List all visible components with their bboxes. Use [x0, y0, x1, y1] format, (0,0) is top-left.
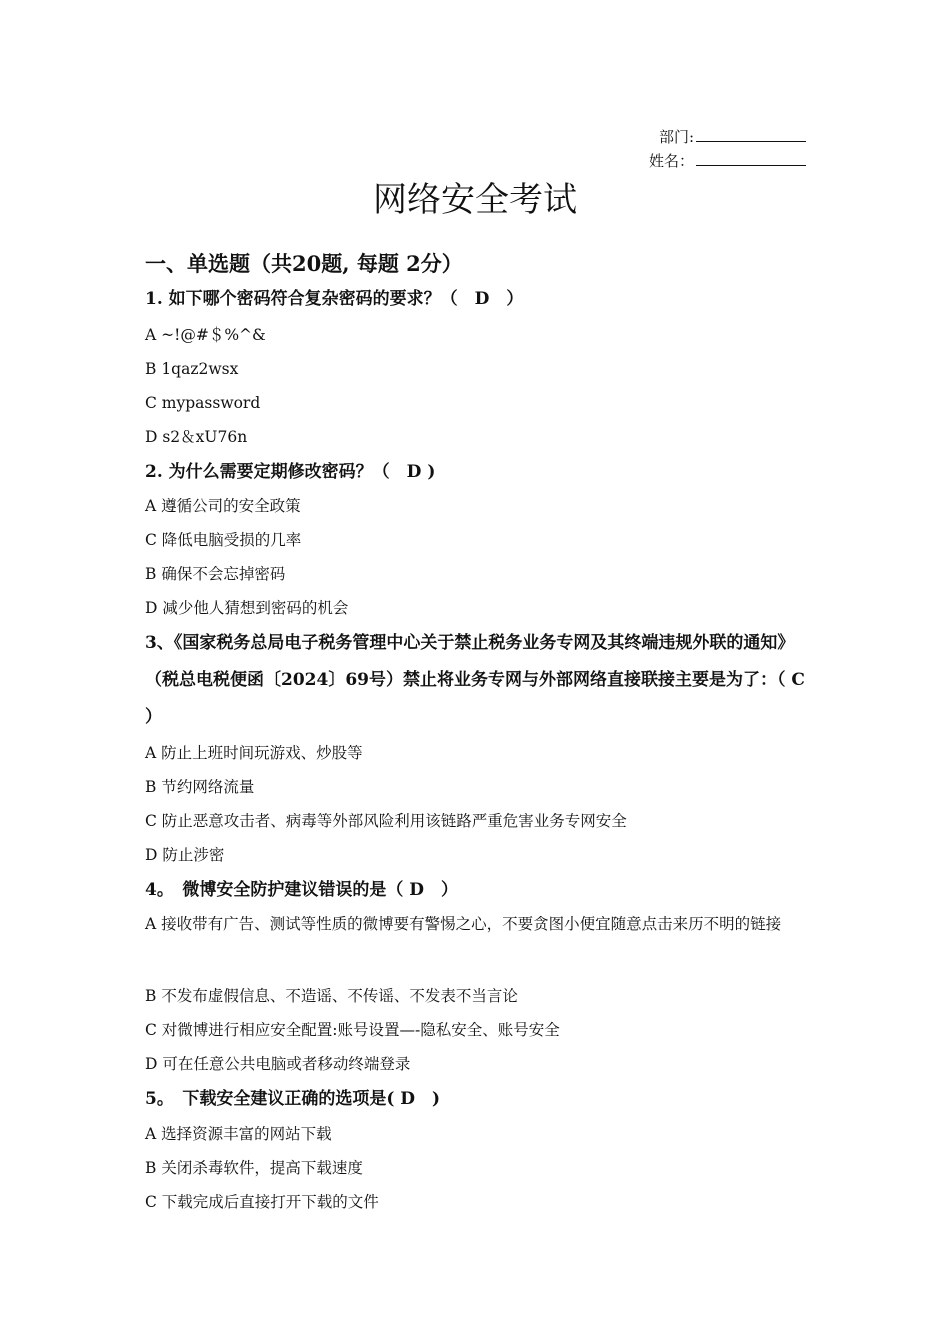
- question-2: 2. 为什么需要定期修改密码？（ D ): [145, 462, 436, 482]
- department-field: [659, 127, 806, 147]
- department-label: 部门:: [658, 128, 694, 146]
- question-5: 5。 下载安全建议正确的选项是( D ): [145, 1089, 441, 1109]
- exam-title: 网络安全考试: [373, 180, 577, 220]
- question-2-option-2: C 降低电脑受损的几率: [145, 531, 302, 549]
- name-field: [649, 151, 806, 171]
- name-blank: [696, 151, 806, 166]
- question-1-option-a: A ~!@#＄%^&: [145, 326, 266, 344]
- question-4-option-b: B 不发布虚假信息、不造谣、不传谣、不发表不当言论: [145, 987, 518, 1005]
- question-1-option-b: B 1qaz2wsx: [145, 360, 239, 378]
- question-1-option-d: D s2＆xU76n: [145, 428, 248, 446]
- question-3-option-d: D 防止涉密: [145, 846, 225, 864]
- question-2-option-1: A 遵循公司的安全政策: [145, 497, 301, 515]
- question-1-option-c: C mypassword: [145, 394, 261, 412]
- question-4: 4。 微博安全防护建议错误的是（ D ）: [145, 880, 458, 900]
- question-3-option-b: B 节约网络流量: [145, 778, 255, 796]
- name-label: 姓名：: [648, 152, 694, 170]
- question-2-option-3: B 确保不会忘掉密码: [145, 565, 286, 583]
- question-2-option-4: D 减少他人猜想到密码的机会: [145, 599, 349, 617]
- question-5-option-b: B 关闭杀毒软件，提高下载速度: [145, 1159, 363, 1177]
- question-1: 1. 如下哪个密码符合复杂密码的要求？（ D ）: [145, 289, 524, 309]
- question-3: 3、《国家税务总局电子税务管理中心关于禁止税务业务专网及其终端违规外联的通知》（税总电税便函〔2024〕69号）禁止将业务专网与外部网络直接联接主要是为了：（ C ）: [145, 633, 805, 727]
- question-5-option-a: A 选择资源丰富的网站下载: [145, 1125, 332, 1143]
- question-5-option-c: C 下载完成后直接打开下载的文件: [145, 1193, 379, 1211]
- question-4-option-c: C 对微博进行相应安全配置:账号设置—-隐私安全、账号安全: [145, 1021, 560, 1039]
- department-blank: [696, 127, 806, 142]
- question-3-option-a: A 防止上班时间玩游戏、炒股等: [145, 744, 363, 762]
- question-3-option-c: C 防止恶意攻击者、病毒等外部风险利用该链路严重危害业务专网安全: [145, 812, 627, 830]
- question-4-option-d: D 可在任意公共电脑或者移动终端登录: [145, 1055, 411, 1073]
- question-4-option-a: A 接收带有广告、测试等性质的微博要有警惕之心，不要贪图小便宜随意点击来历不明的链接: [145, 915, 782, 933]
- section-heading: 一、单选题（共20题, 每题 2分）: [145, 251, 463, 276]
